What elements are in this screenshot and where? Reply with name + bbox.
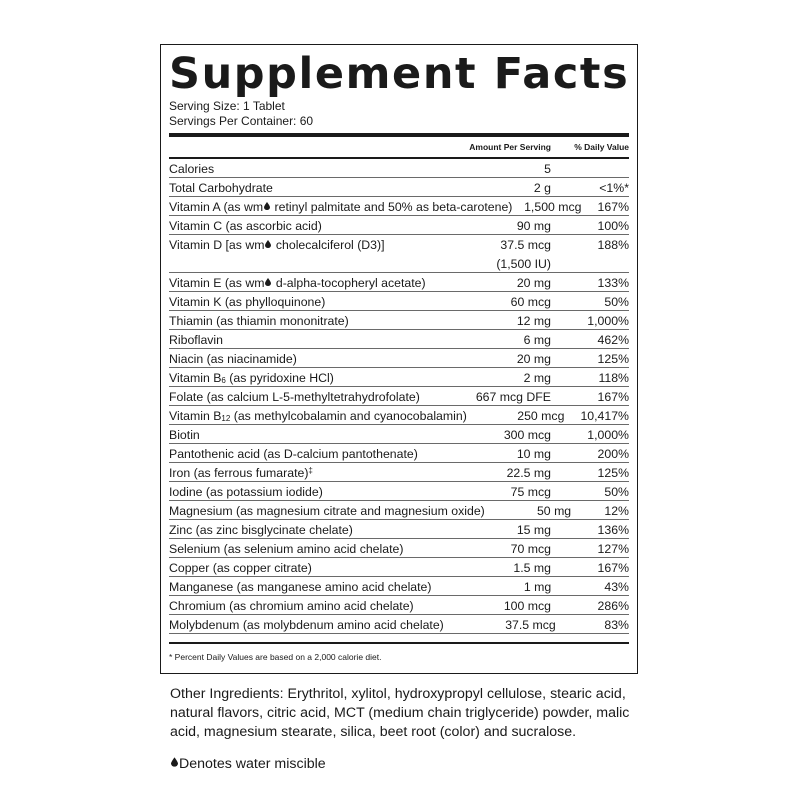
daily-value: 1,000% [587, 428, 629, 442]
amount-per-serving: 100 mcg [503, 599, 551, 613]
nutrient-table [169, 159, 629, 634]
amount-per-serving: 1 mg [523, 580, 552, 594]
nutrient-name: Vitamin $B_6$ (as pyridoxine HCl) [169, 371, 334, 385]
amount-per-serving: 50 mg [536, 504, 572, 518]
daily-value: 188% [597, 238, 629, 252]
daily-value: 12% [604, 504, 629, 518]
daily-value: 125% [597, 466, 629, 480]
amount-column-header: Amount Per Serving [469, 142, 551, 152]
table-row [169, 444, 629, 463]
daily-value: 167% [597, 200, 629, 214]
panel-title: Supplement Facts [169, 49, 630, 99]
other-ingredients: Other Ingredients: Erythritol, xylitol, hydroxypropyl cellulose, stearic acid, natural flavors, citric acid, MCT (medium chain triglyceride) powder, malic acid, magnesium stearate, silica, beet root (color) and sucralose. [170, 686, 630, 740]
table-row [169, 216, 629, 235]
amount-per-serving: 1.5 mg [513, 561, 551, 575]
amount-per-serving: 37.5 mcg [505, 618, 556, 632]
amount-per-serving: 300 mcg [503, 428, 551, 442]
amount-per-serving: 5 [544, 162, 551, 176]
nutrient-name-text: Biotin [169, 428, 200, 442]
nutrient-name-text: Folate (as calcium L-5-methyltetrahydrofolate) [169, 390, 420, 404]
daily-value: 50% [604, 295, 629, 309]
nutrient-name [169, 539, 431, 556]
daily-value-footnote: * Percent Daily Values are based on a 2,000 calorie diet. [169, 652, 382, 662]
amount-per-serving: 90 mg [516, 219, 551, 233]
amount-per-serving: 37.5 mcg (1,500 IU) [496, 238, 551, 271]
daily-value: 167% [597, 390, 629, 404]
nutrient-name: Vitamin D [as wm cholecalciferol (D3)] [169, 238, 385, 252]
amount-per-serving: 667 mcg DFE [475, 390, 551, 404]
amount-per-serving: 20 mg [516, 352, 551, 366]
table-row [169, 501, 629, 520]
daily-value: 462% [597, 333, 629, 347]
amount-per-serving: 60 mcg [510, 295, 551, 309]
nutrient-name-text: Total Carbohydrate [169, 181, 273, 195]
water-drop-icon [265, 240, 271, 248]
table-row [169, 520, 629, 539]
nutrient-name-text: Chromium (as chromium amino acid chelate) [169, 599, 414, 613]
nutrient-name: Iron (as ferrous fumarate)‡ [169, 466, 313, 480]
table-row [169, 463, 629, 482]
nutrient-name [169, 482, 431, 499]
table-row [169, 178, 629, 197]
nutrient-name-text: Zinc (as zinc bisglycinate chelate) [169, 523, 353, 537]
table-row [169, 482, 629, 501]
amount-per-serving: 6 mg [523, 333, 551, 347]
nutrient-name-text: Pantothenic acid (as D-calcium pantothenate) [169, 447, 418, 461]
nutrient-name: Vitamin E (as wm d-alpha-tocopheryl acetate) [169, 276, 426, 290]
table-row [169, 292, 629, 311]
amount-per-serving: 12 mg [516, 314, 551, 328]
water-drop-icon [264, 202, 270, 210]
nutrient-name [169, 615, 444, 632]
nutrient-name [169, 216, 431, 233]
amount-per-serving: 70 mcg [510, 542, 551, 556]
daily-value: 133% [597, 276, 629, 290]
nutrient-name [169, 159, 431, 176]
daily-value: 50% [604, 485, 629, 499]
daily-value [557, 159, 629, 162]
daily-value: 200% [597, 447, 629, 461]
water-drop-icon [171, 757, 178, 767]
daily-value: 125% [597, 352, 629, 366]
nutrient-name-text: Manganese (as manganese amino acid chelate) [169, 580, 432, 594]
daily-value: 100% [597, 219, 629, 233]
nutrient-name-text: Thiamin (as thiamin mononitrate) [169, 314, 349, 328]
table-row [169, 387, 629, 406]
footer-divider [169, 642, 629, 644]
nutrient-name-text: Selenium (as selenium amino acid chelate) [169, 542, 404, 556]
serving-size: Serving Size: 1 Tablet [169, 99, 285, 113]
nutrient-name-text: Vitamin K (as phylloquinone) [169, 295, 326, 309]
nutrient-name [169, 387, 431, 404]
table-row [169, 197, 629, 216]
amount-per-serving: 22.5 mg [506, 466, 551, 480]
amount-per-serving: 1,500 mcg [524, 200, 582, 214]
nutrient-name [169, 311, 431, 328]
daily-value: 127% [597, 542, 629, 556]
nutrient-name: Vitamin $B_{12}$ (as methylcobalamin and cyanocobalamin) [169, 409, 467, 423]
table-row [169, 349, 629, 368]
daily-value: 83% [604, 618, 629, 632]
table-row [169, 406, 629, 425]
daily-value: 118% [598, 371, 629, 385]
daily-value: 1,000% [587, 314, 629, 328]
amount-per-serving: 10 mg [516, 447, 551, 461]
nutrient-name [169, 520, 431, 537]
nutrient-name-text: Copper (as copper citrate) [169, 561, 312, 575]
table-row [169, 558, 629, 577]
nutrient-name [169, 425, 431, 442]
nutrient-name [169, 577, 432, 594]
amount-per-serving: 15 mg [516, 523, 551, 537]
water-miscible-note [170, 756, 326, 772]
nutrient-name-text: Calories [169, 162, 215, 176]
nutrient-name [169, 558, 431, 575]
table-row [169, 273, 629, 292]
nutrient-name-text: Iodine (as potassium iodide) [169, 485, 323, 499]
daily-value: 43% [604, 580, 629, 594]
nutrient-name-text: Niacin (as niacinamide) [169, 352, 297, 366]
nutrient-name [169, 444, 431, 461]
amount-per-serving: 250 mcg [517, 409, 565, 423]
nutrient-name: Vitamin A (as wm retinyl palmitate and 50% as beta-carotene) [169, 200, 513, 214]
table-row [169, 425, 629, 444]
table-row [169, 615, 629, 634]
nutrient-name-text: Molybdenum (as molybdenum amino acid chelate) [169, 618, 444, 632]
table-row [169, 539, 629, 558]
daily-value: <1%* [599, 181, 629, 195]
nutrient-name [169, 501, 485, 518]
nutrient-name-text: Magnesium (as magnesium citrate and magnesium oxide) [169, 504, 485, 518]
daily-value: 136% [597, 523, 629, 537]
nutrient-name [169, 330, 431, 347]
nutrient-name [169, 349, 431, 366]
column-header [169, 137, 629, 157]
nutrient-name [169, 292, 431, 309]
daily-value-column-header: % Daily Value [574, 142, 629, 152]
servings-per-container: Servings Per Container: 60 [169, 114, 314, 128]
table-row [169, 330, 629, 349]
amount-per-serving: 2 mg [523, 371, 551, 385]
nutrient-name [169, 178, 431, 195]
table-row [169, 577, 629, 596]
amount-per-serving: 20 mg [516, 276, 551, 290]
table-row [169, 159, 629, 178]
amount-per-serving: 2 g [533, 181, 551, 195]
water-miscible-text: Denotes water miscible [179, 756, 326, 772]
nutrient-name [169, 596, 431, 613]
table-row [169, 311, 629, 330]
nutrient-name-text: Vitamin C (as ascorbic acid) [169, 219, 322, 233]
table-row [169, 368, 629, 387]
water-drop-icon [265, 278, 271, 286]
amount-per-serving: 75 mcg [510, 485, 551, 499]
daily-value: 167% [597, 561, 629, 575]
daily-value: 286% [597, 599, 629, 613]
supplement-facts-panel [160, 44, 638, 674]
table-row [169, 235, 629, 273]
table-row [169, 596, 629, 615]
nutrient-name-text: Riboflavin [169, 333, 223, 347]
daily-value: 10,417% [580, 409, 629, 423]
